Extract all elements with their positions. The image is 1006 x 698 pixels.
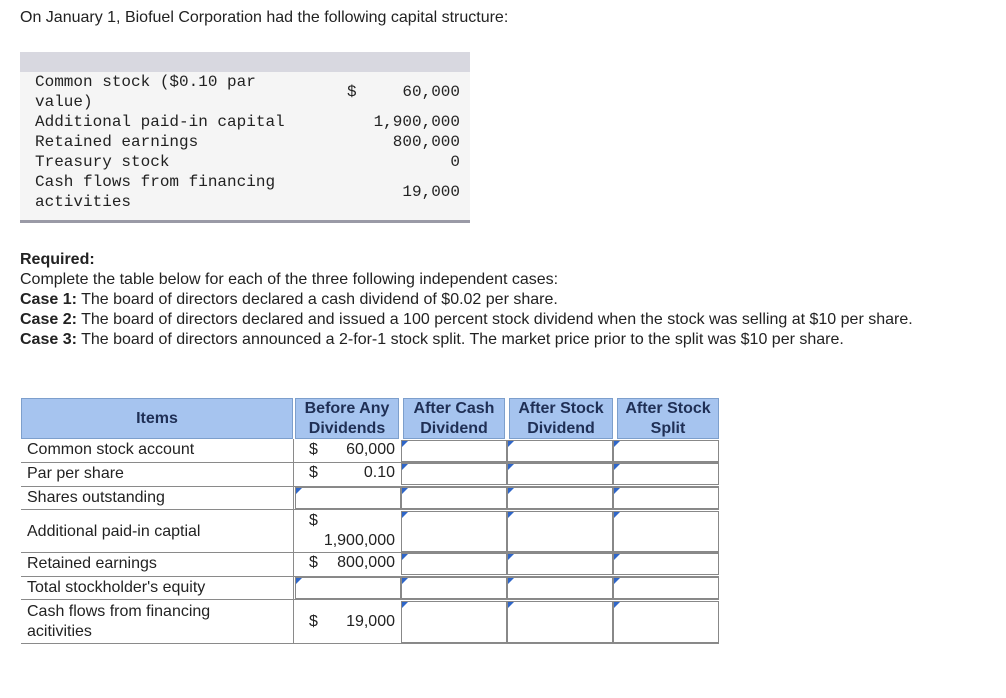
- header-stock-div: After Stock Dividend: [509, 398, 613, 439]
- table-bottom-rule: [20, 220, 470, 223]
- row-label: Retained earnings: [27, 555, 157, 572]
- input-stock-split[interactable]: [613, 577, 719, 599]
- input-stock-dividend[interactable]: [507, 463, 613, 485]
- input-stock-split[interactable]: [613, 601, 719, 643]
- cap-label: Common stock ($0.10 par value): [35, 73, 256, 111]
- required-instruction: Complete the table below for each of the three following independent cases:: [20, 271, 559, 288]
- column-divider: [293, 439, 294, 643]
- cell-value: 60,000: [346, 441, 395, 458]
- input-cash-dividend[interactable]: [401, 577, 507, 599]
- required-section: [20, 250, 990, 350]
- before-value-cell: [295, 463, 399, 485]
- input-stock-split[interactable]: [613, 440, 719, 462]
- input-cash-dividend[interactable]: [401, 487, 507, 509]
- row-label: Total stockholder's equity: [27, 579, 206, 596]
- input-cash-dividend[interactable]: [401, 511, 507, 552]
- cell-value: 800,000: [337, 554, 395, 571]
- dollar-sign: $: [309, 441, 318, 458]
- cap-value: 19,000: [402, 183, 460, 201]
- header-split: After Stock Split: [617, 398, 719, 439]
- cap-label: Treasury stock: [35, 153, 170, 171]
- case-text: The board of directors declared and issued a 100 percent stock dividend when the stock was selling at $10 per share.: [76, 311, 913, 328]
- cap-label: Additional paid-in capital: [35, 113, 285, 131]
- dollar-sign: $: [309, 512, 318, 529]
- case-text: The board of directors announced a 2-for-1 stock split. The market price prior to the split was $10 per share.: [76, 331, 844, 348]
- cell-value: 19,000: [346, 613, 395, 630]
- input-stock-split[interactable]: [613, 553, 719, 575]
- cap-label: Cash flows from financing activities: [35, 173, 276, 211]
- case-2: [20, 310, 990, 330]
- header-items: Items: [21, 398, 293, 439]
- case-text: The board of directors declared a cash dividend of $0.02 per share.: [76, 291, 558, 308]
- input-stock-dividend[interactable]: [507, 487, 613, 509]
- dollar-sign: $: [309, 554, 318, 571]
- intro-text: On January 1, Biofuel Corporation had the following capital structure:: [20, 9, 509, 26]
- cell-value: 0.10: [363, 464, 395, 481]
- cap-dollar: $: [347, 83, 357, 101]
- input-stock-dividend[interactable]: [507, 553, 613, 575]
- case-label: Case 3:: [20, 331, 77, 348]
- row-label: Cash flows from financing acitivities: [27, 603, 211, 640]
- input-before[interactable]: [295, 577, 401, 599]
- row-label: Additional paid-in captial: [27, 523, 201, 540]
- row-label: Par per share: [27, 465, 124, 482]
- header-cash: After Cash Dividend: [403, 398, 505, 439]
- row-divider: [21, 643, 719, 644]
- input-cash-dividend[interactable]: [401, 463, 507, 485]
- input-stock-split[interactable]: [613, 463, 719, 485]
- table-header-band: [20, 52, 470, 72]
- cap-value: 0: [450, 153, 460, 171]
- cap-value: 60,000: [402, 83, 460, 101]
- input-cash-dividend[interactable]: [401, 553, 507, 575]
- before-value-cell: [295, 440, 399, 462]
- header-before: Before Any Dividends: [295, 398, 399, 439]
- input-stock-dividend[interactable]: [507, 601, 613, 643]
- capital-structure-table: [20, 52, 470, 223]
- required-heading: Required:: [20, 251, 95, 268]
- case-1: [20, 290, 990, 310]
- input-before[interactable]: [295, 487, 401, 509]
- before-value-cell: [295, 553, 399, 575]
- cap-label: Retained earnings: [35, 133, 199, 151]
- input-stock-dividend[interactable]: [507, 577, 613, 599]
- input-cash-dividend[interactable]: [401, 440, 507, 462]
- row-label: Common stock account: [27, 441, 195, 458]
- input-stock-split[interactable]: [613, 487, 719, 509]
- cap-value: 800,000: [392, 133, 460, 151]
- input-stock-split[interactable]: [613, 511, 719, 552]
- cap-value: 1,900,000: [373, 113, 460, 131]
- case-label: Case 2:: [20, 311, 77, 328]
- input-stock-dividend[interactable]: [507, 440, 613, 462]
- dollar-sign: $: [309, 464, 318, 481]
- before-value-cell: [295, 601, 399, 643]
- case-label: Case 1:: [20, 291, 77, 308]
- cell-value: 1,900,000: [323, 532, 395, 549]
- case-3: [20, 330, 990, 350]
- input-cash-dividend[interactable]: [401, 601, 507, 643]
- input-stock-dividend[interactable]: [507, 511, 613, 552]
- row-label: Shares outstanding: [27, 489, 165, 506]
- row-divider: [21, 599, 719, 600]
- before-value-cell: [295, 511, 399, 551]
- dollar-sign: $: [309, 613, 318, 630]
- row-divider: [21, 509, 719, 510]
